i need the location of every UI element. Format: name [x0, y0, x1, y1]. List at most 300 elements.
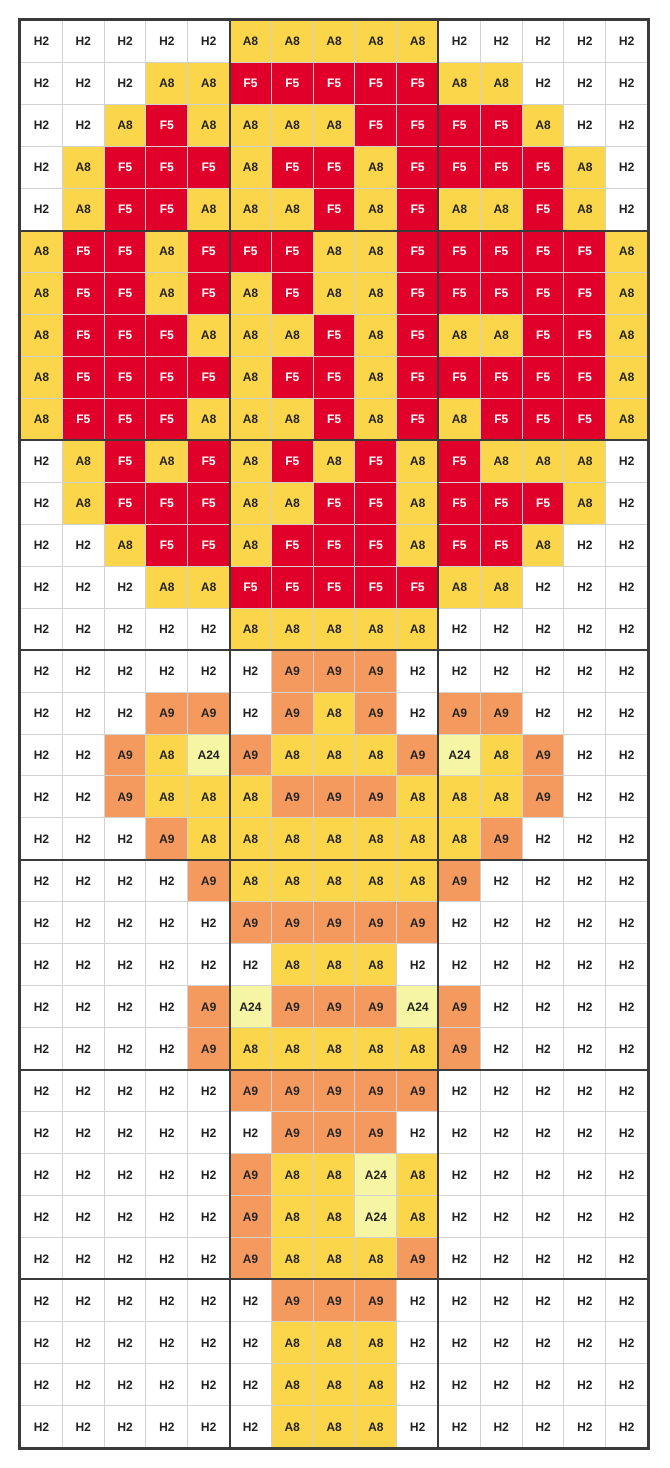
grid-cell[interactable]: A8	[272, 1196, 313, 1237]
grid-cell[interactable]: A8	[105, 105, 146, 146]
grid-cell[interactable]: H2	[105, 1112, 146, 1153]
grid-cell[interactable]: H2	[564, 1322, 605, 1363]
grid-cell[interactable]: H2	[606, 525, 647, 566]
grid-cell[interactable]: F5	[272, 525, 313, 566]
grid-cell[interactable]: F5	[230, 63, 271, 104]
grid-cell[interactable]: H2	[230, 651, 271, 692]
grid-cell[interactable]: F5	[105, 147, 146, 188]
grid-cell[interactable]: H2	[146, 1364, 187, 1405]
grid-cell[interactable]: A8	[21, 231, 62, 272]
grid-cell[interactable]: A8	[481, 735, 522, 776]
grid-cell[interactable]: A9	[272, 986, 313, 1027]
grid-cell[interactable]: A8	[230, 399, 271, 440]
grid-cell[interactable]: A9	[230, 1196, 271, 1237]
grid-cell[interactable]: A9	[188, 693, 229, 734]
grid-cell[interactable]: F5	[355, 567, 396, 608]
grid-cell[interactable]: F5	[314, 567, 355, 608]
grid-cell[interactable]: H2	[397, 651, 438, 692]
grid-cell[interactable]: H2	[146, 1280, 187, 1321]
grid-cell[interactable]: F5	[314, 525, 355, 566]
grid-cell[interactable]: A8	[272, 1406, 313, 1447]
grid-cell[interactable]: H2	[606, 693, 647, 734]
grid-cell[interactable]: A8	[355, 609, 396, 650]
grid-cell[interactable]: A8	[230, 441, 271, 482]
grid-cell[interactable]: H2	[523, 1364, 564, 1405]
grid-cell[interactable]: F5	[481, 357, 522, 398]
grid-cell[interactable]: H2	[146, 944, 187, 985]
grid-cell[interactable]: A8	[188, 315, 229, 356]
grid-cell[interactable]: A8	[230, 357, 271, 398]
grid-cell[interactable]: H2	[63, 1070, 104, 1111]
grid-cell[interactable]: H2	[188, 1112, 229, 1153]
grid-cell[interactable]: A8	[230, 1028, 271, 1069]
grid-cell[interactable]: H2	[606, 902, 647, 943]
grid-cell[interactable]: A8	[314, 441, 355, 482]
grid-cell[interactable]: A8	[272, 1028, 313, 1069]
grid-cell[interactable]: H2	[564, 651, 605, 692]
grid-cell[interactable]: A8	[105, 525, 146, 566]
grid-cell[interactable]: H2	[439, 21, 480, 62]
grid-cell[interactable]: H2	[146, 651, 187, 692]
grid-cell[interactable]: A8	[481, 567, 522, 608]
grid-cell[interactable]: A24	[188, 735, 229, 776]
grid-cell[interactable]: H2	[523, 651, 564, 692]
grid-cell[interactable]: H2	[523, 63, 564, 104]
grid-cell[interactable]: A8	[314, 21, 355, 62]
grid-cell[interactable]: A8	[272, 609, 313, 650]
grid-cell[interactable]: A8	[523, 105, 564, 146]
grid-cell[interactable]: A8	[606, 399, 647, 440]
grid-cell[interactable]: H2	[564, 567, 605, 608]
grid-cell[interactable]: F5	[523, 147, 564, 188]
grid-cell[interactable]: A9	[397, 735, 438, 776]
grid-cell[interactable]: H2	[21, 1028, 62, 1069]
grid-cell[interactable]: H2	[397, 944, 438, 985]
grid-cell[interactable]: H2	[564, 105, 605, 146]
grid-cell[interactable]: H2	[397, 1364, 438, 1405]
grid-cell[interactable]: H2	[105, 1028, 146, 1069]
grid-cell[interactable]: H2	[146, 902, 187, 943]
grid-cell[interactable]: F5	[272, 147, 313, 188]
grid-cell[interactable]: F5	[481, 105, 522, 146]
grid-cell[interactable]: A8	[355, 1322, 396, 1363]
grid-cell[interactable]: F5	[105, 231, 146, 272]
grid-cell[interactable]: H2	[105, 986, 146, 1027]
grid-cell[interactable]: A8	[272, 189, 313, 230]
grid-cell[interactable]: A9	[481, 693, 522, 734]
grid-cell[interactable]: F5	[439, 105, 480, 146]
grid-cell[interactable]: A8	[21, 273, 62, 314]
grid-cell[interactable]: H2	[63, 776, 104, 817]
grid-cell[interactable]: F5	[397, 63, 438, 104]
grid-cell[interactable]: H2	[606, 986, 647, 1027]
grid-cell[interactable]: H2	[105, 693, 146, 734]
grid-cell[interactable]: A9	[397, 1070, 438, 1111]
grid-cell[interactable]: A8	[355, 735, 396, 776]
grid-cell[interactable]: H2	[564, 693, 605, 734]
grid-cell[interactable]: F5	[355, 483, 396, 524]
grid-cell[interactable]: H2	[564, 1280, 605, 1321]
grid-cell[interactable]: A8	[146, 735, 187, 776]
grid-cell[interactable]: A8	[439, 189, 480, 230]
grid-cell[interactable]: A8	[146, 776, 187, 817]
grid-cell[interactable]: F5	[272, 567, 313, 608]
grid-cell[interactable]: H2	[481, 860, 522, 901]
grid-cell[interactable]: H2	[606, 147, 647, 188]
grid-cell[interactable]: F5	[188, 483, 229, 524]
grid-cell[interactable]: H2	[230, 693, 271, 734]
grid-cell[interactable]: H2	[439, 1112, 480, 1153]
grid-cell[interactable]: A9	[355, 1070, 396, 1111]
grid-cell[interactable]: F5	[314, 399, 355, 440]
grid-cell[interactable]: H2	[523, 21, 564, 62]
grid-cell[interactable]: F5	[105, 399, 146, 440]
grid-cell[interactable]: H2	[146, 1154, 187, 1195]
grid-cell[interactable]: H2	[146, 1070, 187, 1111]
grid-cell[interactable]: H2	[564, 860, 605, 901]
grid-cell[interactable]: H2	[188, 1280, 229, 1321]
grid-cell[interactable]: F5	[230, 567, 271, 608]
grid-cell[interactable]: H2	[105, 860, 146, 901]
grid-cell[interactable]: H2	[439, 1196, 480, 1237]
grid-cell[interactable]: H2	[105, 902, 146, 943]
grid-cell[interactable]: A8	[230, 189, 271, 230]
grid-cell[interactable]: F5	[146, 525, 187, 566]
grid-cell[interactable]: H2	[439, 902, 480, 943]
grid-cell[interactable]: H2	[523, 1406, 564, 1447]
grid-cell[interactable]: A9	[230, 902, 271, 943]
grid-cell[interactable]: A8	[523, 525, 564, 566]
grid-cell[interactable]: F5	[523, 189, 564, 230]
grid-cell[interactable]: A8	[355, 147, 396, 188]
grid-cell[interactable]: A9	[314, 902, 355, 943]
grid-cell[interactable]: F5	[397, 189, 438, 230]
grid-cell[interactable]: F5	[564, 357, 605, 398]
grid-cell[interactable]: F5	[146, 147, 187, 188]
grid-cell[interactable]: F5	[397, 567, 438, 608]
grid-cell[interactable]: H2	[63, 63, 104, 104]
grid-cell[interactable]: A8	[314, 105, 355, 146]
grid-cell[interactable]: H2	[439, 1238, 480, 1279]
grid-cell[interactable]: H2	[481, 1322, 522, 1363]
grid-cell[interactable]: F5	[63, 399, 104, 440]
grid-cell[interactable]: H2	[146, 986, 187, 1027]
grid-cell[interactable]: F5	[105, 273, 146, 314]
grid-cell[interactable]: A9	[397, 1238, 438, 1279]
grid-cell[interactable]: H2	[146, 1196, 187, 1237]
grid-cell[interactable]: H2	[564, 986, 605, 1027]
grid-cell[interactable]: F5	[146, 189, 187, 230]
grid-cell[interactable]: F5	[314, 315, 355, 356]
grid-cell[interactable]: A8	[355, 21, 396, 62]
grid-cell[interactable]: F5	[63, 273, 104, 314]
grid-cell[interactable]: H2	[606, 63, 647, 104]
grid-cell[interactable]: A8	[314, 1406, 355, 1447]
grid-cell[interactable]: A8	[355, 1238, 396, 1279]
grid-cell[interactable]: F5	[188, 441, 229, 482]
grid-cell[interactable]: A8	[272, 315, 313, 356]
grid-cell[interactable]: A24	[355, 1154, 396, 1195]
grid-cell[interactable]: H2	[21, 1280, 62, 1321]
grid-cell[interactable]: H2	[606, 1238, 647, 1279]
grid-cell[interactable]: A8	[188, 567, 229, 608]
grid-cell[interactable]: A9	[230, 1238, 271, 1279]
grid-cell[interactable]: H2	[523, 860, 564, 901]
grid-cell[interactable]: F5	[523, 399, 564, 440]
grid-cell[interactable]: A8	[21, 357, 62, 398]
grid-cell[interactable]: H2	[63, 735, 104, 776]
grid-cell[interactable]: H2	[21, 21, 62, 62]
grid-cell[interactable]: A8	[564, 441, 605, 482]
grid-cell[interactable]: H2	[188, 651, 229, 692]
grid-cell[interactable]: H2	[188, 902, 229, 943]
grid-cell[interactable]: A8	[314, 1154, 355, 1195]
grid-cell[interactable]: F5	[355, 63, 396, 104]
grid-cell[interactable]: H2	[606, 1028, 647, 1069]
grid-cell[interactable]: A8	[272, 21, 313, 62]
grid-cell[interactable]: A8	[272, 944, 313, 985]
grid-cell[interactable]: A8	[355, 357, 396, 398]
grid-cell[interactable]: F5	[397, 105, 438, 146]
grid-cell[interactable]: F5	[397, 147, 438, 188]
grid-cell[interactable]: H2	[105, 1154, 146, 1195]
grid-cell[interactable]: A8	[606, 315, 647, 356]
grid-cell[interactable]: A8	[230, 147, 271, 188]
grid-cell[interactable]: H2	[523, 1238, 564, 1279]
grid-cell[interactable]: H2	[481, 1112, 522, 1153]
grid-cell[interactable]: A9	[230, 1070, 271, 1111]
grid-cell[interactable]: F5	[63, 315, 104, 356]
grid-cell[interactable]: H2	[397, 1112, 438, 1153]
grid-cell[interactable]: H2	[439, 1406, 480, 1447]
grid-cell[interactable]: H2	[481, 21, 522, 62]
grid-cell[interactable]: A8	[188, 776, 229, 817]
grid-cell[interactable]: H2	[564, 944, 605, 985]
grid-cell[interactable]: A8	[481, 315, 522, 356]
grid-cell[interactable]: A9	[355, 1112, 396, 1153]
grid-cell[interactable]: H2	[21, 147, 62, 188]
grid-cell[interactable]: A8	[314, 1196, 355, 1237]
grid-cell[interactable]: F5	[397, 231, 438, 272]
grid-cell[interactable]: A9	[230, 735, 271, 776]
grid-cell[interactable]: H2	[188, 21, 229, 62]
grid-cell[interactable]: H2	[439, 1280, 480, 1321]
grid-cell[interactable]: H2	[105, 818, 146, 859]
grid-cell[interactable]: H2	[63, 860, 104, 901]
grid-cell[interactable]: F5	[230, 231, 271, 272]
grid-cell[interactable]: A9	[105, 735, 146, 776]
grid-cell[interactable]: A8	[230, 273, 271, 314]
grid-cell[interactable]: A8	[146, 567, 187, 608]
grid-cell[interactable]: H2	[105, 1364, 146, 1405]
grid-cell[interactable]: H2	[21, 1364, 62, 1405]
grid-cell[interactable]: A8	[63, 147, 104, 188]
grid-cell[interactable]: A8	[272, 735, 313, 776]
grid-cell[interactable]: H2	[523, 944, 564, 985]
grid-cell[interactable]: A8	[439, 63, 480, 104]
grid-cell[interactable]: H2	[564, 1028, 605, 1069]
grid-cell[interactable]: F5	[188, 273, 229, 314]
grid-cell[interactable]: H2	[564, 1070, 605, 1111]
grid-cell[interactable]: H2	[63, 567, 104, 608]
grid-cell[interactable]: F5	[439, 525, 480, 566]
grid-cell[interactable]: A8	[439, 399, 480, 440]
grid-cell[interactable]: H2	[105, 1280, 146, 1321]
grid-cell[interactable]: A8	[397, 525, 438, 566]
grid-cell[interactable]: F5	[314, 147, 355, 188]
grid-cell[interactable]: H2	[63, 693, 104, 734]
grid-cell[interactable]: H2	[105, 1406, 146, 1447]
grid-cell[interactable]: H2	[188, 1238, 229, 1279]
grid-cell[interactable]: A8	[397, 818, 438, 859]
grid-cell[interactable]: H2	[230, 1406, 271, 1447]
grid-cell[interactable]: F5	[146, 315, 187, 356]
grid-cell[interactable]: H2	[21, 986, 62, 1027]
grid-cell[interactable]: A9	[439, 1028, 480, 1069]
grid-cell[interactable]: A8	[146, 231, 187, 272]
grid-cell[interactable]: F5	[355, 525, 396, 566]
grid-cell[interactable]: H2	[397, 1406, 438, 1447]
grid-cell[interactable]: A8	[272, 105, 313, 146]
grid-cell[interactable]: H2	[481, 1028, 522, 1069]
grid-cell[interactable]: A9	[314, 1280, 355, 1321]
grid-cell[interactable]: F5	[272, 441, 313, 482]
grid-cell[interactable]: H2	[481, 1238, 522, 1279]
grid-cell[interactable]: F5	[272, 63, 313, 104]
grid-cell[interactable]: H2	[564, 1238, 605, 1279]
grid-cell[interactable]: A8	[355, 273, 396, 314]
grid-cell[interactable]: A8	[21, 399, 62, 440]
grid-cell[interactable]: H2	[439, 1364, 480, 1405]
grid-cell[interactable]: A8	[397, 1196, 438, 1237]
grid-cell[interactable]: H2	[439, 1070, 480, 1111]
grid-cell[interactable]: A8	[439, 315, 480, 356]
grid-cell[interactable]: A8	[272, 1364, 313, 1405]
grid-cell[interactable]: H2	[397, 1322, 438, 1363]
grid-cell[interactable]: H2	[481, 1070, 522, 1111]
grid-cell[interactable]: A8	[481, 441, 522, 482]
grid-cell[interactable]: A8	[314, 944, 355, 985]
grid-cell[interactable]: F5	[481, 483, 522, 524]
grid-cell[interactable]: H2	[63, 1406, 104, 1447]
grid-cell[interactable]: H2	[63, 525, 104, 566]
grid-cell[interactable]: A9	[272, 693, 313, 734]
grid-cell[interactable]: A8	[355, 818, 396, 859]
grid-cell[interactable]: H2	[606, 944, 647, 985]
grid-cell[interactable]: H2	[21, 609, 62, 650]
grid-cell[interactable]: H2	[188, 1406, 229, 1447]
grid-cell[interactable]: H2	[63, 944, 104, 985]
grid-cell[interactable]: A8	[439, 567, 480, 608]
grid-cell[interactable]: H2	[105, 1070, 146, 1111]
grid-cell[interactable]: H2	[564, 1406, 605, 1447]
grid-cell[interactable]: F5	[188, 231, 229, 272]
grid-cell[interactable]: A9	[272, 1112, 313, 1153]
grid-cell[interactable]: A9	[272, 776, 313, 817]
grid-cell[interactable]: A8	[314, 273, 355, 314]
grid-cell[interactable]: H2	[564, 609, 605, 650]
grid-cell[interactable]: A9	[188, 1028, 229, 1069]
grid-cell[interactable]: H2	[564, 818, 605, 859]
grid-cell[interactable]: A9	[272, 1280, 313, 1321]
grid-cell[interactable]: H2	[21, 483, 62, 524]
grid-cell[interactable]: H2	[63, 21, 104, 62]
grid-cell[interactable]: H2	[63, 105, 104, 146]
grid-cell[interactable]: A8	[314, 1364, 355, 1405]
grid-cell[interactable]: H2	[230, 1322, 271, 1363]
grid-cell[interactable]: H2	[146, 1322, 187, 1363]
grid-cell[interactable]: F5	[439, 273, 480, 314]
grid-cell[interactable]: A8	[355, 860, 396, 901]
grid-cell[interactable]: H2	[606, 1280, 647, 1321]
grid-cell[interactable]: H2	[63, 818, 104, 859]
grid-cell[interactable]: A9	[355, 902, 396, 943]
grid-cell[interactable]: F5	[523, 273, 564, 314]
grid-cell[interactable]: F5	[314, 483, 355, 524]
grid-cell[interactable]: F5	[314, 189, 355, 230]
grid-cell[interactable]: H2	[523, 1196, 564, 1237]
grid-cell[interactable]: H2	[105, 1238, 146, 1279]
grid-cell[interactable]: H2	[63, 1196, 104, 1237]
grid-cell[interactable]: F5	[481, 273, 522, 314]
grid-cell[interactable]: H2	[63, 1154, 104, 1195]
grid-cell[interactable]: H2	[606, 441, 647, 482]
grid-cell[interactable]: H2	[21, 1322, 62, 1363]
grid-cell[interactable]: H2	[523, 986, 564, 1027]
grid-cell[interactable]: H2	[439, 944, 480, 985]
grid-cell[interactable]: H2	[439, 609, 480, 650]
grid-cell[interactable]: H2	[564, 735, 605, 776]
grid-cell[interactable]: A8	[523, 441, 564, 482]
grid-cell[interactable]: H2	[523, 1322, 564, 1363]
grid-cell[interactable]: A9	[188, 986, 229, 1027]
grid-cell[interactable]: H2	[105, 944, 146, 985]
grid-cell[interactable]: F5	[105, 315, 146, 356]
grid-cell[interactable]: H2	[606, 860, 647, 901]
grid-cell[interactable]: H2	[564, 1196, 605, 1237]
grid-cell[interactable]: H2	[63, 609, 104, 650]
grid-cell[interactable]: H2	[523, 1154, 564, 1195]
grid-cell[interactable]: F5	[397, 357, 438, 398]
grid-cell[interactable]: F5	[523, 483, 564, 524]
grid-cell[interactable]: H2	[63, 1280, 104, 1321]
grid-cell[interactable]: A8	[272, 1154, 313, 1195]
grid-cell[interactable]: A8	[188, 63, 229, 104]
grid-cell[interactable]: A8	[397, 860, 438, 901]
grid-cell[interactable]: A9	[439, 693, 480, 734]
grid-cell[interactable]: H2	[481, 1196, 522, 1237]
grid-cell[interactable]: A9	[355, 776, 396, 817]
grid-cell[interactable]: A9	[314, 986, 355, 1027]
grid-cell[interactable]: F5	[523, 231, 564, 272]
grid-cell[interactable]: F5	[397, 273, 438, 314]
grid-cell[interactable]: A8	[188, 189, 229, 230]
grid-cell[interactable]: H2	[63, 1364, 104, 1405]
grid-cell[interactable]: H2	[105, 1196, 146, 1237]
grid-cell[interactable]: F5	[272, 231, 313, 272]
grid-cell[interactable]: F5	[481, 399, 522, 440]
grid-cell[interactable]: H2	[105, 609, 146, 650]
grid-cell[interactable]: H2	[230, 1364, 271, 1405]
grid-cell[interactable]: H2	[606, 1322, 647, 1363]
grid-cell[interactable]: F5	[146, 105, 187, 146]
grid-cell[interactable]: H2	[606, 1364, 647, 1405]
grid-cell[interactable]: H2	[523, 902, 564, 943]
grid-cell[interactable]: A9	[146, 818, 187, 859]
grid-cell[interactable]: A8	[188, 399, 229, 440]
grid-cell[interactable]: A9	[355, 693, 396, 734]
grid-cell[interactable]: H2	[481, 651, 522, 692]
